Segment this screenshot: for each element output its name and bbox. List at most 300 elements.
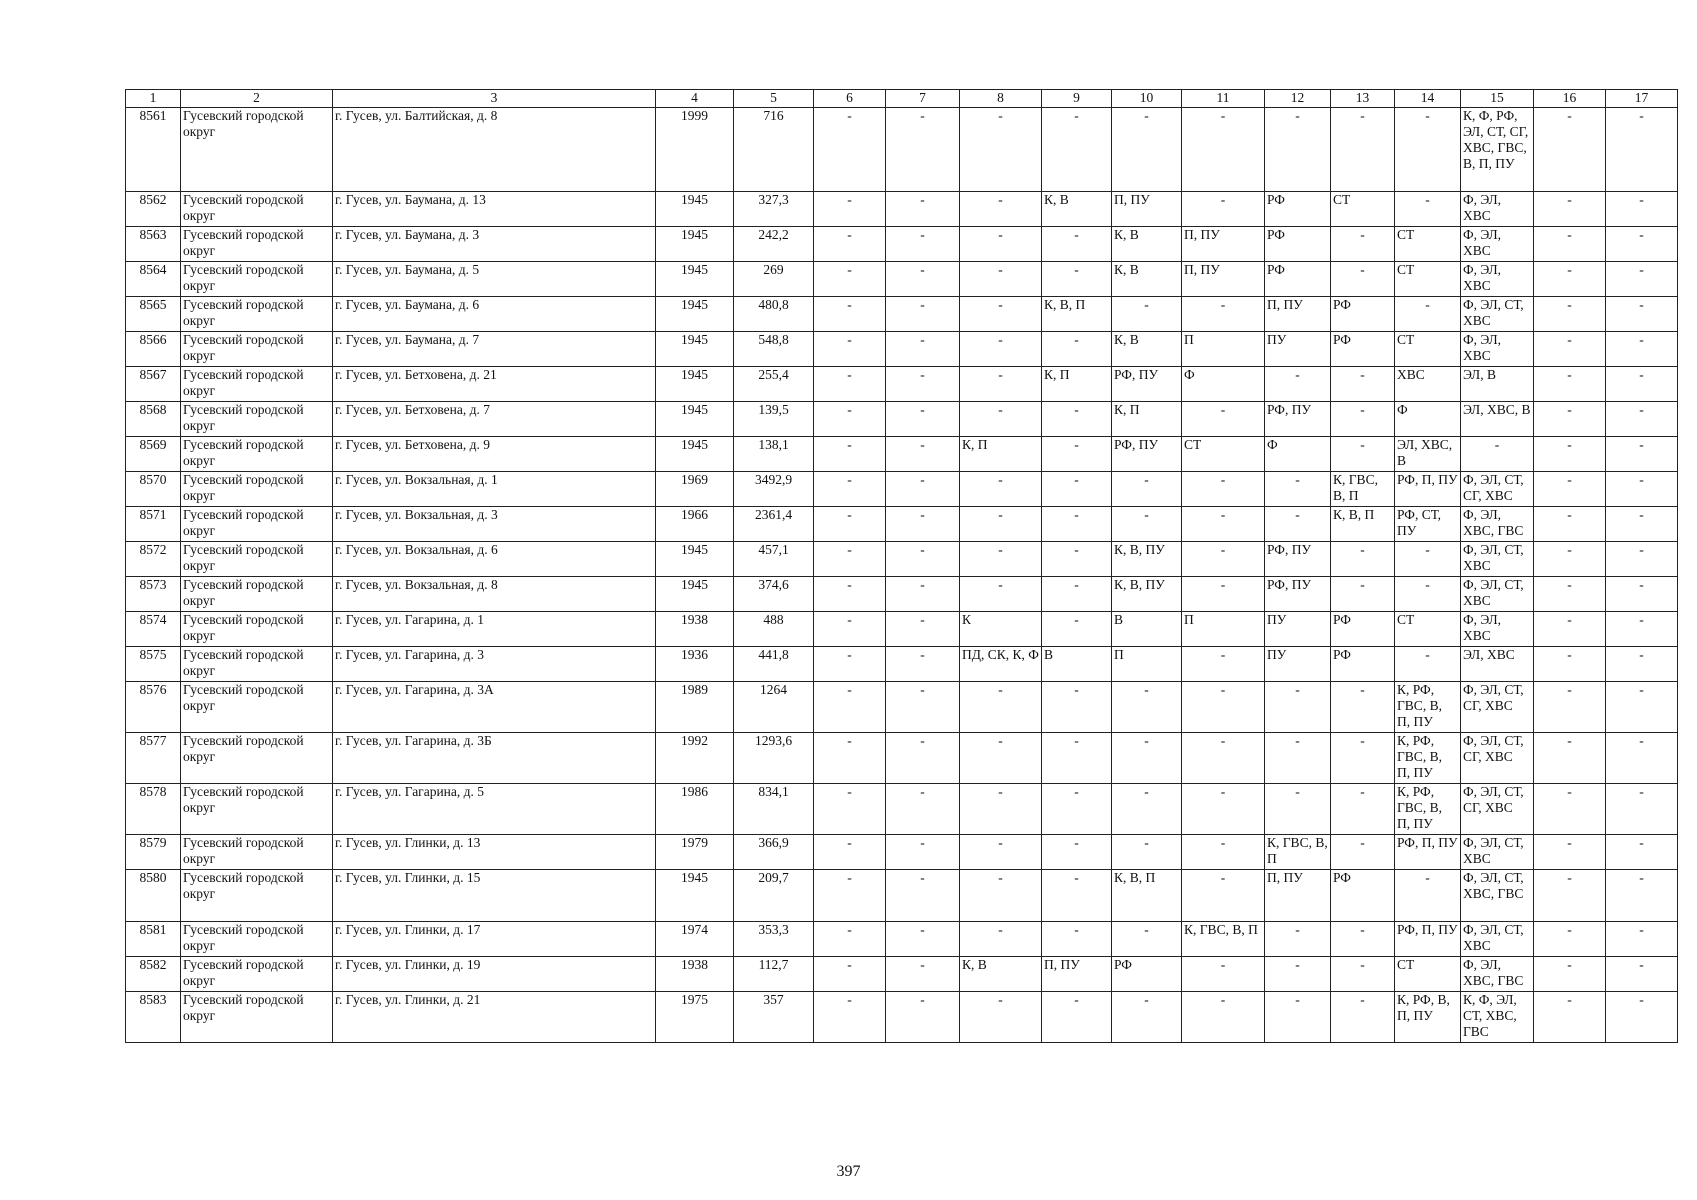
- cell-c16: -: [1534, 647, 1606, 682]
- cell-c17: -: [1606, 437, 1678, 472]
- table-body: [126, 108, 1678, 1043]
- cell-year: 1966: [656, 507, 734, 542]
- cell-area: 327,3: [734, 192, 814, 227]
- cell-c11: -: [1182, 402, 1265, 437]
- cell-c11: Ф: [1182, 367, 1265, 402]
- cell-c9: -: [1042, 577, 1112, 612]
- cell-c10: -: [1112, 835, 1182, 870]
- cell-c8: -: [960, 507, 1042, 542]
- cell-c14: РФ, П, ПУ: [1395, 922, 1461, 957]
- cell-c14: СТ: [1395, 957, 1461, 992]
- cell-c7: -: [886, 367, 960, 402]
- cell-c14: ХВС: [1395, 367, 1461, 402]
- cell-c17: -: [1606, 297, 1678, 332]
- cell-c16: -: [1534, 262, 1606, 297]
- cell-c17: -: [1606, 472, 1678, 507]
- cell-c10: К, В, П: [1112, 870, 1182, 922]
- cell-district: Гусевский городской округ: [181, 437, 333, 472]
- cell-c14: К, РФ, ГВС, В, П, ПУ: [1395, 733, 1461, 784]
- cell-c6: -: [814, 437, 886, 472]
- cell-c16: -: [1534, 733, 1606, 784]
- cell-c10: РФ: [1112, 957, 1182, 992]
- cell-c14: СТ: [1395, 612, 1461, 647]
- cell-c17: -: [1606, 227, 1678, 262]
- cell-c14: -: [1395, 108, 1461, 192]
- cell-c6: -: [814, 108, 886, 192]
- cell-c8: -: [960, 733, 1042, 784]
- cell-c6: -: [814, 542, 886, 577]
- cell-address: г. Гусев, ул. Гагарина, д. 5: [333, 784, 656, 835]
- cell-c15: Ф, ЭЛ, ХВС: [1461, 332, 1534, 367]
- cell-area: 834,1: [734, 784, 814, 835]
- cell-year: 1945: [656, 437, 734, 472]
- cell-c6: -: [814, 612, 886, 647]
- cell-district: Гусевский городской округ: [181, 682, 333, 733]
- cell-c11: -: [1182, 542, 1265, 577]
- cell-c16: -: [1534, 682, 1606, 733]
- cell-c15: Ф, ЭЛ, ХВС: [1461, 262, 1534, 297]
- cell-c17: -: [1606, 108, 1678, 192]
- cell-c11: СТ: [1182, 437, 1265, 472]
- cell-c10: П, ПУ: [1112, 192, 1182, 227]
- cell-c16: -: [1534, 870, 1606, 922]
- cell-address: г. Гусев, ул. Глинки, д. 15: [333, 870, 656, 922]
- cell-district: Гусевский городской округ: [181, 192, 333, 227]
- column-header: 2: [181, 90, 333, 108]
- cell-c6: -: [814, 870, 886, 922]
- cell-c12: РФ, ПУ: [1265, 542, 1331, 577]
- cell-c15: Ф, ЭЛ, СТ, ХВС: [1461, 922, 1534, 957]
- cell-c13: -: [1331, 784, 1395, 835]
- cell-c13: -: [1331, 542, 1395, 577]
- cell-c17: -: [1606, 332, 1678, 367]
- cell-c11: -: [1182, 297, 1265, 332]
- table-row: [126, 784, 1678, 835]
- cell-num: 8575: [126, 647, 181, 682]
- cell-area: 2361,4: [734, 507, 814, 542]
- table-row: [126, 437, 1678, 472]
- cell-c8: -: [960, 297, 1042, 332]
- cell-c9: -: [1042, 992, 1112, 1043]
- cell-c11: -: [1182, 957, 1265, 992]
- column-header: 10: [1112, 90, 1182, 108]
- cell-c10: В: [1112, 612, 1182, 647]
- cell-c10: -: [1112, 297, 1182, 332]
- cell-c13: -: [1331, 992, 1395, 1043]
- cell-c12: -: [1265, 507, 1331, 542]
- cell-c14: Ф: [1395, 402, 1461, 437]
- cell-c8: -: [960, 870, 1042, 922]
- cell-c7: -: [886, 108, 960, 192]
- cell-district: Гусевский городской округ: [181, 507, 333, 542]
- cell-address: г. Гусев, ул. Гагарина, д. 3: [333, 647, 656, 682]
- cell-c8: -: [960, 192, 1042, 227]
- cell-num: 8562: [126, 192, 181, 227]
- cell-address: г. Гусев, ул. Гагарина, д. 3А: [333, 682, 656, 733]
- cell-address: г. Гусев, ул. Вокзальная, д. 8: [333, 577, 656, 612]
- column-header: 8: [960, 90, 1042, 108]
- cell-c14: -: [1395, 577, 1461, 612]
- cell-c17: -: [1606, 922, 1678, 957]
- cell-c7: -: [886, 733, 960, 784]
- cell-area: 112,7: [734, 957, 814, 992]
- cell-num: 8581: [126, 922, 181, 957]
- cell-c12: -: [1265, 992, 1331, 1043]
- cell-c9: -: [1042, 835, 1112, 870]
- cell-c17: -: [1606, 647, 1678, 682]
- column-header: 14: [1395, 90, 1461, 108]
- cell-c7: -: [886, 870, 960, 922]
- table-row: [126, 367, 1678, 402]
- cell-address: г. Гусев, ул. Глинки, д. 13: [333, 835, 656, 870]
- cell-num: 8571: [126, 507, 181, 542]
- cell-year: 1945: [656, 262, 734, 297]
- cell-c13: -: [1331, 733, 1395, 784]
- cell-c15: ЭЛ, ХВС: [1461, 647, 1534, 682]
- cell-c9: -: [1042, 612, 1112, 647]
- cell-num: 8566: [126, 332, 181, 367]
- cell-c11: -: [1182, 784, 1265, 835]
- column-header: 3: [333, 90, 656, 108]
- cell-c9: П, ПУ: [1042, 957, 1112, 992]
- cell-c14: ЭЛ, ХВС, В: [1395, 437, 1461, 472]
- cell-year: 1945: [656, 870, 734, 922]
- cell-c6: -: [814, 647, 886, 682]
- cell-c14: РФ, П, ПУ: [1395, 472, 1461, 507]
- cell-year: 1936: [656, 647, 734, 682]
- cell-address: г. Гусев, ул. Глинки, д. 21: [333, 992, 656, 1043]
- cell-c16: -: [1534, 297, 1606, 332]
- cell-c7: -: [886, 542, 960, 577]
- cell-c12: -: [1265, 472, 1331, 507]
- cell-c15: Ф, ЭЛ, СТ, ХВС: [1461, 577, 1534, 612]
- cell-district: Гусевский городской округ: [181, 647, 333, 682]
- cell-area: 366,9: [734, 835, 814, 870]
- cell-c10: -: [1112, 682, 1182, 733]
- cell-area: 1293,6: [734, 733, 814, 784]
- cell-c11: -: [1182, 682, 1265, 733]
- cell-c13: -: [1331, 262, 1395, 297]
- cell-c10: -: [1112, 108, 1182, 192]
- cell-c14: -: [1395, 192, 1461, 227]
- cell-year: 1945: [656, 367, 734, 402]
- cell-c15: Ф, ЭЛ, СТ, СГ, ХВС: [1461, 784, 1534, 835]
- cell-c10: П: [1112, 647, 1182, 682]
- cell-c11: -: [1182, 733, 1265, 784]
- cell-c17: -: [1606, 733, 1678, 784]
- cell-c12: РФ, ПУ: [1265, 402, 1331, 437]
- cell-c12: -: [1265, 922, 1331, 957]
- cell-c15: Ф, ЭЛ, СТ, СГ, ХВС: [1461, 682, 1534, 733]
- cell-c15: Ф, ЭЛ, СТ, ХВС: [1461, 297, 1534, 332]
- cell-c17: -: [1606, 402, 1678, 437]
- cell-area: 3492,9: [734, 472, 814, 507]
- cell-c8: -: [960, 542, 1042, 577]
- cell-c8: К: [960, 612, 1042, 647]
- cell-c9: -: [1042, 784, 1112, 835]
- cell-c7: -: [886, 227, 960, 262]
- cell-c17: -: [1606, 577, 1678, 612]
- cell-address: г. Гусев, ул. Вокзальная, д. 6: [333, 542, 656, 577]
- cell-district: Гусевский городской округ: [181, 577, 333, 612]
- cell-c7: -: [886, 577, 960, 612]
- cell-c8: -: [960, 835, 1042, 870]
- cell-num: 8573: [126, 577, 181, 612]
- cell-c6: -: [814, 835, 886, 870]
- cell-address: г. Гусев, ул. Глинки, д. 19: [333, 957, 656, 992]
- cell-c6: -: [814, 922, 886, 957]
- cell-c14: СТ: [1395, 227, 1461, 262]
- cell-c16: -: [1534, 612, 1606, 647]
- cell-district: Гусевский городской округ: [181, 612, 333, 647]
- cell-c16: -: [1534, 227, 1606, 262]
- cell-c14: СТ: [1395, 262, 1461, 297]
- cell-c9: К, В: [1042, 192, 1112, 227]
- cell-c12: К, ГВС, В, П: [1265, 835, 1331, 870]
- cell-district: Гусевский городской округ: [181, 297, 333, 332]
- cell-c7: -: [886, 262, 960, 297]
- cell-c6: -: [814, 992, 886, 1043]
- cell-num: 8567: [126, 367, 181, 402]
- cell-address: г. Гусев, ул. Балтийская, д. 8: [333, 108, 656, 192]
- cell-c10: -: [1112, 507, 1182, 542]
- cell-area: 480,8: [734, 297, 814, 332]
- cell-district: Гусевский городской округ: [181, 402, 333, 437]
- cell-num: 8576: [126, 682, 181, 733]
- cell-c16: -: [1534, 577, 1606, 612]
- cell-c12: ПУ: [1265, 612, 1331, 647]
- cell-c10: К, В: [1112, 227, 1182, 262]
- cell-c13: РФ: [1331, 332, 1395, 367]
- column-header: 13: [1331, 90, 1395, 108]
- cell-area: 441,8: [734, 647, 814, 682]
- cell-c7: -: [886, 472, 960, 507]
- cell-c11: -: [1182, 192, 1265, 227]
- cell-c12: РФ: [1265, 227, 1331, 262]
- cell-c9: -: [1042, 402, 1112, 437]
- cell-c14: СТ: [1395, 332, 1461, 367]
- cell-c7: -: [886, 297, 960, 332]
- cell-c13: -: [1331, 367, 1395, 402]
- cell-year: 1999: [656, 108, 734, 192]
- cell-c12: РФ, ПУ: [1265, 577, 1331, 612]
- column-header: 17: [1606, 90, 1678, 108]
- cell-area: 716: [734, 108, 814, 192]
- cell-c7: -: [886, 682, 960, 733]
- cell-c15: Ф, ЭЛ, ХВС, ГВС: [1461, 957, 1534, 992]
- cell-address: г. Гусев, ул. Вокзальная, д. 3: [333, 507, 656, 542]
- cell-district: Гусевский городской округ: [181, 733, 333, 784]
- cell-c12: Ф: [1265, 437, 1331, 472]
- cell-c9: -: [1042, 507, 1112, 542]
- cell-num: 8574: [126, 612, 181, 647]
- cell-c16: -: [1534, 784, 1606, 835]
- cell-c6: -: [814, 733, 886, 784]
- table-row: [126, 507, 1678, 542]
- cell-c10: -: [1112, 992, 1182, 1043]
- cell-area: 457,1: [734, 542, 814, 577]
- cell-c15: Ф, ЭЛ, СТ, СГ, ХВС: [1461, 472, 1534, 507]
- cell-c13: -: [1331, 227, 1395, 262]
- cell-c6: -: [814, 507, 886, 542]
- cell-c10: -: [1112, 922, 1182, 957]
- cell-c8: -: [960, 922, 1042, 957]
- cell-district: Гусевский городской округ: [181, 472, 333, 507]
- cell-c17: -: [1606, 835, 1678, 870]
- cell-c16: -: [1534, 542, 1606, 577]
- cell-c10: К, В: [1112, 262, 1182, 297]
- cell-district: Гусевский городской округ: [181, 870, 333, 922]
- table-row: [126, 647, 1678, 682]
- cell-year: 1975: [656, 992, 734, 1043]
- table-row: [126, 332, 1678, 367]
- cell-c13: РФ: [1331, 612, 1395, 647]
- cell-c8: -: [960, 784, 1042, 835]
- cell-c9: К, П: [1042, 367, 1112, 402]
- cell-area: 255,4: [734, 367, 814, 402]
- cell-district: Гусевский городской округ: [181, 992, 333, 1043]
- cell-num: 8582: [126, 957, 181, 992]
- cell-address: г. Гусев, ул. Глинки, д. 17: [333, 922, 656, 957]
- cell-c9: -: [1042, 682, 1112, 733]
- cell-num: 8561: [126, 108, 181, 192]
- cell-c12: -: [1265, 367, 1331, 402]
- cell-area: 353,3: [734, 922, 814, 957]
- cell-c8: -: [960, 402, 1042, 437]
- cell-c8: -: [960, 472, 1042, 507]
- cell-c9: -: [1042, 922, 1112, 957]
- cell-c16: -: [1534, 835, 1606, 870]
- cell-c6: -: [814, 472, 886, 507]
- cell-c11: П: [1182, 332, 1265, 367]
- cell-c16: -: [1534, 992, 1606, 1043]
- cell-c16: -: [1534, 402, 1606, 437]
- cell-area: 209,7: [734, 870, 814, 922]
- cell-district: Гусевский городской округ: [181, 784, 333, 835]
- cell-area: 488: [734, 612, 814, 647]
- cell-address: г. Гусев, ул. Бетховена, д. 9: [333, 437, 656, 472]
- table-row: [126, 835, 1678, 870]
- cell-c8: -: [960, 332, 1042, 367]
- table-row: [126, 542, 1678, 577]
- cell-c12: ПУ: [1265, 647, 1331, 682]
- cell-c17: -: [1606, 957, 1678, 992]
- cell-c9: К, В, П: [1042, 297, 1112, 332]
- cell-area: 139,5: [734, 402, 814, 437]
- cell-c7: -: [886, 507, 960, 542]
- cell-c9: -: [1042, 870, 1112, 922]
- cell-c14: РФ, СТ, ПУ: [1395, 507, 1461, 542]
- cell-c15: ЭЛ, В: [1461, 367, 1534, 402]
- cell-address: г. Гусев, ул. Вокзальная, д. 1: [333, 472, 656, 507]
- cell-year: 1969: [656, 472, 734, 507]
- cell-c10: К, В, ПУ: [1112, 577, 1182, 612]
- cell-year: 1974: [656, 922, 734, 957]
- cell-c7: -: [886, 332, 960, 367]
- column-header: 16: [1534, 90, 1606, 108]
- cell-c6: -: [814, 784, 886, 835]
- cell-c13: -: [1331, 577, 1395, 612]
- cell-year: 1945: [656, 192, 734, 227]
- column-header: 11: [1182, 90, 1265, 108]
- cell-c12: РФ: [1265, 192, 1331, 227]
- cell-area: 1264: [734, 682, 814, 733]
- column-header: 9: [1042, 90, 1112, 108]
- cell-year: 1979: [656, 835, 734, 870]
- cell-c10: К, В, ПУ: [1112, 542, 1182, 577]
- cell-c9: -: [1042, 437, 1112, 472]
- cell-c11: -: [1182, 870, 1265, 922]
- cell-c9: -: [1042, 542, 1112, 577]
- cell-c6: -: [814, 192, 886, 227]
- cell-c6: -: [814, 682, 886, 733]
- cell-c16: -: [1534, 957, 1606, 992]
- cell-c17: -: [1606, 682, 1678, 733]
- cell-c15: Ф, ЭЛ, ХВС: [1461, 612, 1534, 647]
- cell-c7: -: [886, 992, 960, 1043]
- cell-c13: К, В, П: [1331, 507, 1395, 542]
- cell-c7: -: [886, 835, 960, 870]
- cell-year: 1945: [656, 297, 734, 332]
- cell-c9: -: [1042, 108, 1112, 192]
- cell-c15: -: [1461, 437, 1534, 472]
- cell-c14: К, РФ, В, П, ПУ: [1395, 992, 1461, 1043]
- cell-c13: -: [1331, 437, 1395, 472]
- cell-c13: -: [1331, 402, 1395, 437]
- cell-c17: -: [1606, 784, 1678, 835]
- cell-year: 1945: [656, 577, 734, 612]
- cell-c11: П, ПУ: [1182, 227, 1265, 262]
- cell-c8: К, В: [960, 957, 1042, 992]
- cell-district: Гусевский городской округ: [181, 542, 333, 577]
- cell-c16: -: [1534, 332, 1606, 367]
- cell-c10: К, П: [1112, 402, 1182, 437]
- cell-c9: В: [1042, 647, 1112, 682]
- cell-c15: Ф, ЭЛ, ХВС: [1461, 192, 1534, 227]
- cell-area: 242,2: [734, 227, 814, 262]
- column-header: 5: [734, 90, 814, 108]
- cell-year: 1945: [656, 402, 734, 437]
- cell-c11: -: [1182, 577, 1265, 612]
- cell-address: г. Гусев, ул. Гагарина, д. 1: [333, 612, 656, 647]
- cell-c10: -: [1112, 733, 1182, 784]
- cell-c11: -: [1182, 647, 1265, 682]
- cell-c17: -: [1606, 367, 1678, 402]
- cell-c16: -: [1534, 507, 1606, 542]
- cell-district: Гусевский городской округ: [181, 332, 333, 367]
- cell-address: г. Гусев, ул. Баумана, д. 7: [333, 332, 656, 367]
- table-row: [126, 108, 1678, 192]
- column-header: 1: [126, 90, 181, 108]
- table-row: [126, 733, 1678, 784]
- cell-num: 8578: [126, 784, 181, 835]
- cell-c9: -: [1042, 262, 1112, 297]
- cell-c11: К, ГВС, В, П: [1182, 922, 1265, 957]
- cell-num: 8563: [126, 227, 181, 262]
- cell-c17: -: [1606, 612, 1678, 647]
- cell-c13: К, ГВС, В, П: [1331, 472, 1395, 507]
- cell-num: 8565: [126, 297, 181, 332]
- cell-address: г. Гусев, ул. Баумана, д. 13: [333, 192, 656, 227]
- cell-address: г. Гусев, ул. Гагарина, д. 3Б: [333, 733, 656, 784]
- cell-c12: -: [1265, 733, 1331, 784]
- cell-c13: РФ: [1331, 647, 1395, 682]
- cell-c7: -: [886, 437, 960, 472]
- cell-c17: -: [1606, 870, 1678, 922]
- cell-area: 269: [734, 262, 814, 297]
- cell-c8: -: [960, 682, 1042, 733]
- cell-c13: РФ: [1331, 297, 1395, 332]
